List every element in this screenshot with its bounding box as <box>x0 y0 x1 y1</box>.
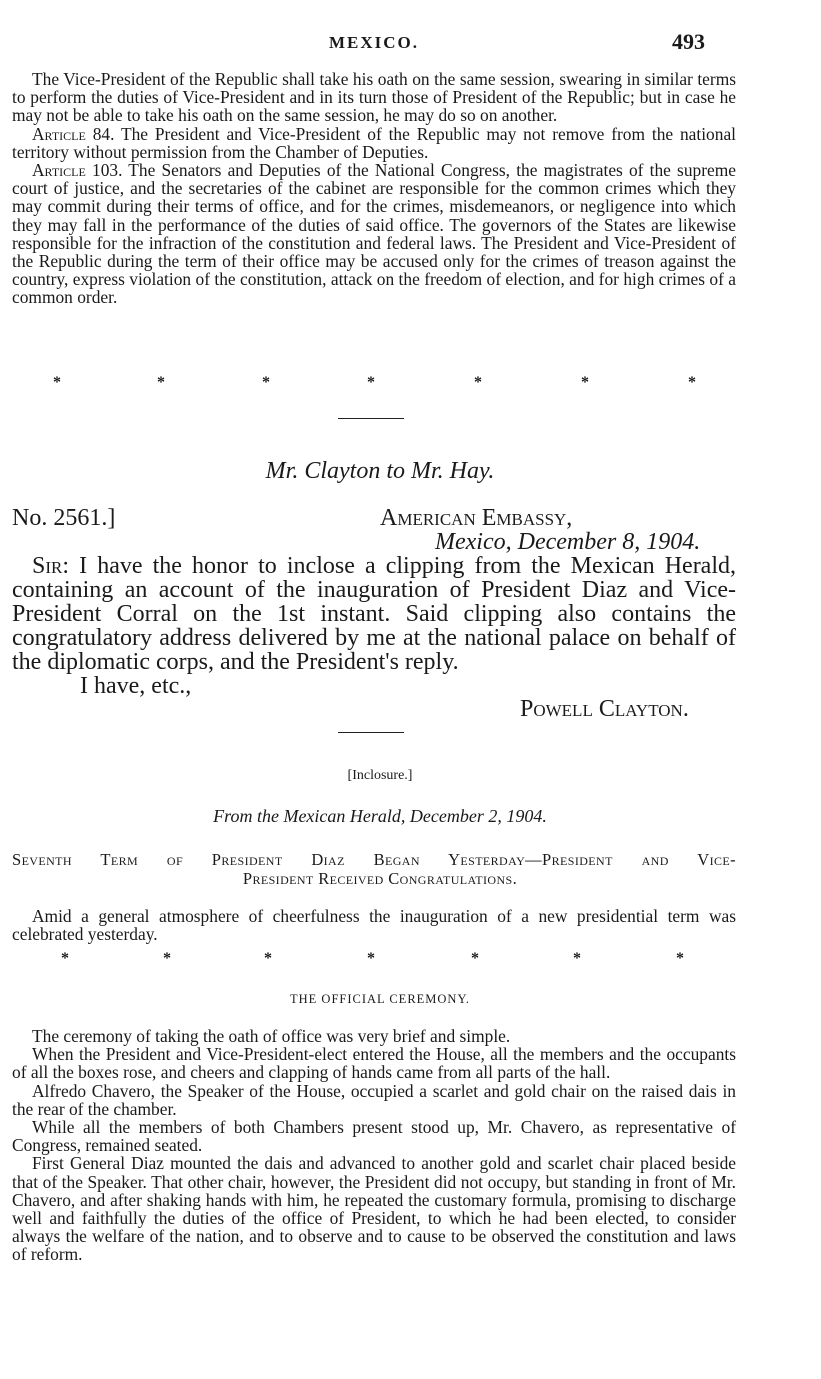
star: * <box>163 950 171 967</box>
letter-closing: I have, etc., <box>80 673 192 699</box>
star: * <box>367 374 375 391</box>
vp-oath-paragraph: The Vice-President of the Republic shall take his oath on the same session, swearing in similar terms to perform the duties of Vice-President and in its turn those of President of the Republic; but in case he may not be able to take his oath on the same session, he may do so on another. <box>12 69 736 126</box>
ceremony-paragraph: Alfredo Chavero, the Speaker of the House, occupied a scarlet and gold chair on the raised dais in the rear of the chamber. <box>12 1080 736 1119</box>
ceremony-paragraph: First General Diaz mounted the dais and advanced to another gold and scarlet chair placed beside that of the Speaker. That other chair, however, the President did not occupy, but standing in front of Mr. Chavero, and after shaking hands with him, he repeated the customary formula, promising to discharge well and faithfully the duties of the office of President, to which he had been elected, to consider always the welfare of the nation, and to observe and to cause to be observed the constitution and laws of reform. <box>12 1153 736 1265</box>
section-divider <box>338 732 404 733</box>
letter-body-text: I have the honor to inclose a clipping from the Mexican Herald, containing an account of the inauguration of President Diaz and Vice-President Corral on the 1st instant. Said clipping also contains the congratulatory address delivered by me at the national palace on behalf of the diplomatic corps, and the President's reply. <box>12 553 736 675</box>
headline-line-2: President Received Congratulations. <box>242 869 518 888</box>
headline-line-1: Seventh Term of President Diaz Began Yesterday—President and Vice- <box>12 850 736 869</box>
ceremony-paragraph: When the President and Vice-President-elect entered the House, all the members and the occupants of all the boxes rose, and cheers and clapping of hands came from all parts of the hall. <box>12 1044 736 1083</box>
article-84-label: Article 84. <box>32 123 115 144</box>
star: * <box>262 374 270 391</box>
letter-heading: Mr. Clayton to Mr. Hay. <box>265 458 495 484</box>
star: * <box>474 374 482 391</box>
star: * <box>471 950 479 967</box>
inclosure-label: [Inclosure.] <box>347 768 413 783</box>
section-title: THE OFFICIAL CEREMONY. <box>290 992 470 1006</box>
star: * <box>53 374 61 391</box>
star: * <box>367 950 375 967</box>
running-header-title: MEXICO. <box>328 33 420 52</box>
article-103-label: Article 103. <box>32 160 123 181</box>
inclosure-intro: Amid a general atmosphere of cheerfulness the inauguration of a new presidential term was celebrated yesterday. <box>12 906 736 945</box>
page-number: 493 <box>672 29 705 54</box>
ceremony-paragraph: While all the members of both Chambers present stood up, Mr. Chavero, as representative of Congress, remained seated. <box>12 1117 736 1156</box>
letter-body <box>12 554 736 674</box>
inclosure-source: From the Mexican Herald, December 2, 1904. <box>213 806 547 826</box>
article-84-paragraph <box>12 125 736 161</box>
article-103-paragraph <box>12 161 736 307</box>
letter-signature: Powell Clayton. <box>520 696 689 722</box>
despatch-number: No. 2561.] <box>12 505 116 531</box>
article-103-text: The Senators and Deputies of the National Congress, the magistrates of the supreme court of justice, and the secretaries of the cabinet are responsible for the common crimes which they may commit during their terms of office, and for the crimes, misdemeanors, or negligence into which they may fall in the performance of the duties of said office. The governors of the States are likewise responsible for the infraction of the constitution and federal laws. The President and Vice-President of the Republic during the term of their office may be accused only for the crimes of treason against the country, express violation of the constitution, attack on the freedom of election, and for high crimes of a common order. <box>12 160 736 308</box>
salutation: Sir: <box>32 553 70 579</box>
ellipsis-stars-bottom <box>0 950 821 970</box>
article-84-text: The President and Vice-President of the Republic may not remove from the national territory without permission from the Chamber of Deputies. <box>12 123 736 162</box>
embassy-name: American Embassy, <box>380 505 573 531</box>
star: * <box>264 950 272 967</box>
star: * <box>581 374 589 391</box>
star: * <box>676 950 684 967</box>
constitution-excerpt <box>12 70 736 307</box>
section-divider <box>338 418 404 419</box>
letter-place-date: Mexico, December 8, 1904. <box>435 529 701 555</box>
star: * <box>688 374 696 391</box>
star: * <box>157 374 165 391</box>
ellipsis-stars-top <box>0 374 821 394</box>
ceremony-text <box>12 1027 736 1264</box>
star: * <box>573 950 581 967</box>
star: * <box>61 950 69 967</box>
ceremony-paragraph: The ceremony of taking the oath of office was very brief and simple. <box>32 1026 511 1046</box>
